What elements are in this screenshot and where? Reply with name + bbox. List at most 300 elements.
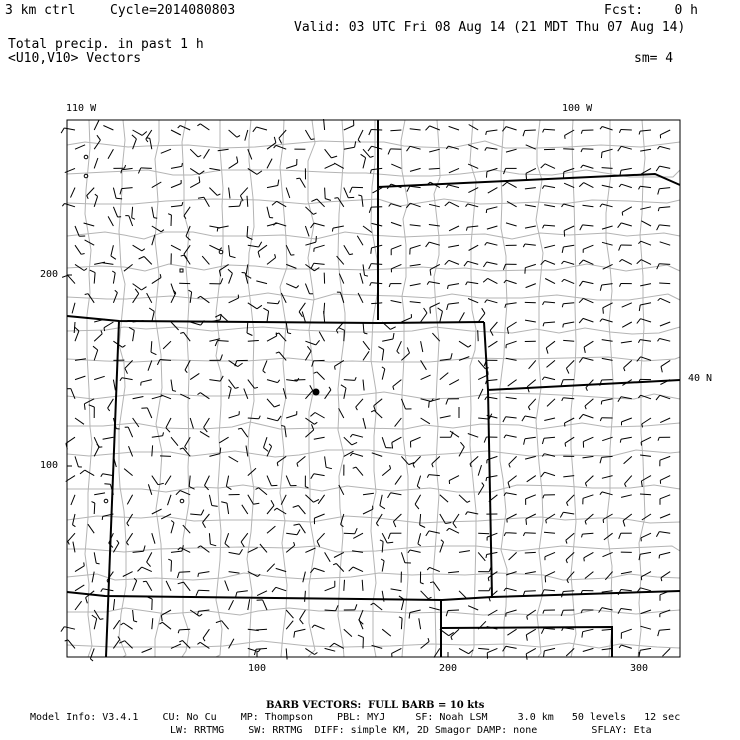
wind-barb (409, 610, 421, 619)
wind-barb (228, 386, 231, 399)
wind-barb (344, 120, 354, 131)
wind-barb (305, 424, 313, 437)
county-line (470, 120, 476, 657)
wind-barb (190, 176, 200, 187)
wind-barb (113, 380, 115, 391)
wind-barb (72, 303, 75, 314)
wind-barb (478, 330, 479, 341)
wind-barb (440, 495, 448, 502)
wind-barb (108, 149, 113, 159)
wind-barb (525, 456, 536, 459)
wind-barb (600, 319, 613, 322)
wind-barb (113, 165, 125, 168)
wind-barb (525, 226, 536, 228)
wind-barb (639, 648, 651, 656)
wind-barb (361, 154, 366, 168)
wind-barb (485, 243, 498, 246)
wind-barb (391, 589, 402, 591)
wind-barb (198, 572, 210, 577)
wind-barb (660, 322, 670, 326)
wind-barb (149, 308, 154, 322)
wind-barb (579, 414, 593, 419)
wind-barb (94, 120, 99, 130)
wind-barb (339, 408, 344, 418)
wind-barb (108, 216, 113, 226)
wind-barb (420, 572, 423, 584)
model-info-line1: Model Info: V3.4.1 CU: No Cu MP: Thompson PBL: MYJ SF: Noah LSM 3.0 km 50 levels 12 sec (30, 712, 681, 723)
wind-barb (242, 273, 248, 284)
wind-barb (198, 546, 210, 553)
wind-barb (391, 222, 401, 226)
wind-barb (94, 376, 105, 379)
wind-barb (657, 225, 671, 230)
lon-label-110w: 110 W (66, 103, 97, 114)
wind-barb (468, 164, 478, 168)
wind-barb (299, 303, 305, 317)
wind-barb (440, 373, 449, 380)
wind-barb (392, 648, 402, 657)
wind-barb (113, 599, 114, 610)
wind-barb (399, 596, 404, 610)
wind-barb (159, 622, 171, 629)
wind-barb (565, 437, 574, 446)
county-line (371, 120, 378, 657)
wind-barb (523, 130, 536, 136)
wind-barb (151, 341, 156, 355)
wind-barb (602, 629, 613, 630)
wind-barb (401, 456, 414, 464)
wind-barb (566, 360, 574, 373)
lon-label-100w: 100 W (562, 103, 593, 114)
wind-barb (658, 629, 671, 636)
wind-barb (90, 270, 95, 284)
wind-barb (529, 360, 536, 368)
wind-barb (619, 259, 631, 264)
wind-barb (75, 585, 84, 591)
wind-barb (127, 514, 133, 526)
wind-barb (286, 284, 299, 288)
wind-barb (74, 327, 79, 341)
wind-barb (410, 168, 421, 171)
wind-barb (256, 629, 267, 630)
wind-barb (171, 245, 181, 250)
wind-barb (163, 341, 171, 349)
wind-barb (488, 341, 497, 347)
wind-barb (426, 531, 440, 536)
wind-barb (200, 431, 209, 437)
wind-barb (585, 514, 593, 525)
wind-barb (325, 605, 339, 611)
wind-barb (372, 223, 383, 226)
wind-barb (267, 254, 276, 264)
wind-barb (485, 148, 498, 151)
wind-barb (565, 130, 575, 139)
station-marker (313, 389, 320, 396)
wind-barb (440, 353, 452, 360)
bottom-tick-label: 100 (248, 663, 267, 674)
wind-barb (339, 328, 344, 341)
wind-barb (621, 495, 632, 498)
wind-barb (198, 296, 210, 303)
wind-barb (488, 188, 498, 194)
wind-barb (363, 226, 372, 233)
wind-barb (656, 166, 670, 171)
wind-barb (286, 264, 296, 268)
wind-barb (583, 205, 594, 207)
wind-barb (111, 245, 116, 259)
wind-barb (305, 418, 317, 424)
wind-barb (421, 638, 430, 648)
wind-barb (562, 261, 575, 264)
wind-barb (166, 581, 171, 591)
wind-barb (267, 333, 277, 342)
wind-barb (459, 591, 467, 599)
wind-barb (349, 567, 363, 572)
wind-barb (641, 221, 651, 226)
wind-barb (65, 168, 75, 172)
wind-barb (564, 183, 574, 187)
wind-barb (660, 130, 670, 138)
wind-barb (132, 207, 135, 220)
wind-barb (257, 600, 267, 610)
wind-barb (602, 358, 613, 360)
wind-barb (312, 625, 325, 629)
wind-barb (67, 389, 75, 399)
wind-barb (459, 312, 464, 322)
wind-barb (485, 300, 498, 303)
wind-barb (526, 629, 536, 641)
county-line (67, 264, 680, 271)
wind-barb (94, 330, 102, 341)
wind-barb (583, 648, 594, 651)
wind-barb (267, 526, 275, 533)
wind-barb (421, 375, 431, 380)
wind-barb (601, 399, 612, 405)
wind-barb (371, 303, 382, 304)
wind-barb (86, 591, 95, 604)
wind-barb (526, 648, 536, 659)
wind-barb (391, 164, 401, 168)
wind-barb (61, 128, 75, 133)
station-marker (104, 499, 108, 503)
wind-barb (305, 226, 309, 236)
wind-barb (229, 245, 236, 258)
wind-barb (75, 418, 84, 424)
wind-barb (152, 274, 161, 283)
wind-barb (286, 159, 297, 168)
wind-barb (567, 495, 575, 506)
wind-barb (133, 418, 139, 427)
wind-barb (94, 158, 98, 168)
wind-barb (503, 264, 516, 270)
wind-barb (148, 360, 152, 370)
wind-barb (388, 493, 402, 498)
wind-barb (449, 126, 459, 130)
wind-barb (478, 533, 489, 534)
wind-barb (459, 648, 473, 653)
wind-barb (171, 322, 179, 330)
wind-barb (344, 437, 357, 445)
wind-barb (286, 322, 291, 334)
wind-barb (638, 340, 651, 343)
wind-barb (267, 399, 280, 407)
wind-barb (362, 580, 363, 591)
wind-barb (408, 550, 421, 553)
wind-barb (171, 437, 178, 446)
wind-barb (545, 552, 555, 560)
county-line (85, 120, 92, 657)
wind-barb (622, 303, 632, 307)
wind-barb (639, 130, 651, 135)
wind-barb (487, 533, 497, 540)
wind-barb (344, 377, 356, 380)
wind-barb (566, 533, 574, 543)
wind-barb (129, 327, 134, 341)
wind-barb (541, 628, 555, 633)
wind-barb (203, 629, 209, 641)
wind-barb (381, 559, 384, 572)
wind-barb (229, 639, 234, 649)
wind-barb (330, 643, 344, 648)
wind-barb (637, 260, 651, 265)
wind-barb (229, 411, 240, 418)
wind-barb (640, 284, 651, 286)
wind-barb (478, 587, 490, 590)
wind-barb (209, 448, 220, 457)
wind-barb (484, 437, 497, 443)
wind-barb (87, 188, 95, 199)
wind-barb (526, 284, 536, 288)
wind-barb (542, 437, 555, 444)
wind-barb (620, 284, 632, 287)
wind-barb (344, 629, 352, 636)
wind-barb (229, 200, 242, 206)
wind-barb (248, 341, 259, 342)
wind-barb (382, 465, 390, 475)
wind-barb (503, 417, 517, 422)
wind-barb (363, 418, 366, 429)
wind-barb (468, 299, 478, 303)
wind-barb (209, 495, 217, 507)
wind-barb (168, 214, 171, 226)
wind-barb (393, 380, 402, 390)
wind-barb (103, 126, 113, 131)
wind-barb (171, 644, 181, 649)
wind-barb (582, 533, 594, 537)
wind-barb (62, 204, 75, 207)
wind-barb (196, 590, 209, 596)
wind-barb (459, 551, 470, 553)
wind-barb (624, 360, 632, 371)
wind-barb (602, 226, 613, 229)
wind-barb (152, 226, 164, 232)
wind-barb (622, 207, 632, 216)
wind-barb (658, 207, 670, 211)
wind-barb (138, 567, 152, 572)
wind-barb (566, 648, 574, 656)
wind-barb (277, 456, 286, 466)
wind-barb (253, 127, 267, 132)
wind-barb (209, 533, 216, 546)
wind-barb (245, 130, 248, 141)
wind-barb (267, 223, 278, 226)
wind-barb (294, 524, 306, 533)
wind-barb (641, 437, 651, 445)
wind-barb (417, 476, 420, 489)
county-line (401, 120, 408, 657)
field-title: Total precip. in past 1 h (8, 37, 204, 52)
wind-barb (80, 470, 94, 476)
wind-barb (541, 260, 555, 264)
co-nm-border (67, 591, 680, 600)
wind-barb (350, 453, 363, 456)
wind-barb (429, 204, 440, 207)
wind-barb (121, 623, 133, 629)
wind-barb (382, 367, 385, 380)
wind-barb (508, 380, 517, 387)
wind-barb (325, 188, 331, 201)
wind-barb (305, 340, 319, 345)
wind-barb (363, 380, 364, 391)
wind-barb (305, 346, 311, 360)
wind-barb (543, 610, 555, 614)
wind-barb (410, 302, 421, 303)
wind-barb (180, 332, 190, 341)
wind-barb (543, 322, 555, 326)
wind-barb (382, 533, 393, 543)
wind-barb (447, 528, 459, 533)
wind-barb (506, 397, 517, 399)
wind-barb (581, 149, 593, 152)
wind-barb (434, 648, 440, 657)
wind-barb (622, 322, 632, 327)
wind-barb (410, 264, 421, 266)
wind-barb (185, 360, 190, 372)
wind-barb (639, 303, 651, 311)
wind-barb (263, 308, 268, 322)
wind-barb (344, 528, 357, 534)
wind-barb (334, 198, 343, 207)
station-marker (180, 269, 183, 272)
wind-barb (448, 572, 459, 573)
wind-barb (639, 186, 652, 189)
wind-barb (619, 245, 632, 251)
wind-barb (246, 446, 248, 457)
wind-barb (478, 389, 483, 399)
wind-barb (267, 301, 280, 304)
wind-barb (421, 418, 430, 424)
wind-barb (449, 168, 459, 172)
wind-barb (68, 533, 75, 544)
wind-barb (267, 564, 275, 572)
wind-barb (247, 322, 252, 336)
wind-barb (389, 284, 401, 287)
wind-barb (395, 476, 401, 485)
wind-barb (382, 629, 391, 636)
wind-barb (525, 552, 536, 553)
wind-barb (420, 514, 425, 528)
wind-barb (525, 320, 536, 322)
wind-barb (620, 437, 632, 442)
wind-barb (419, 618, 421, 629)
wind-barb (344, 188, 354, 198)
wind-barb (504, 435, 517, 438)
wind-barb (350, 187, 363, 193)
wind-barb (325, 456, 332, 468)
wind-barb (397, 341, 402, 354)
wind-barb (580, 225, 594, 230)
wind-barb (388, 149, 401, 155)
wind-barb (296, 178, 305, 188)
wind-barb (661, 572, 670, 582)
wind-barb (446, 399, 459, 405)
wind-barb (113, 620, 119, 629)
wind-barb (642, 514, 651, 520)
wind-barb (286, 610, 293, 618)
wind-barb (94, 493, 105, 495)
wind-barb (133, 397, 144, 399)
barb-legend: BARB VECTORS: FULL BARB = 10 kts (266, 700, 485, 711)
wind-barb (446, 185, 459, 188)
wind-barb (526, 495, 536, 505)
wind-barb (333, 564, 344, 572)
wind-barb (478, 483, 484, 495)
wind-barb (218, 149, 229, 151)
wind-barb (542, 377, 555, 380)
wind-barb (92, 615, 97, 629)
wind-barb (202, 256, 209, 264)
wind-barb (341, 385, 346, 399)
wind-barb (242, 505, 248, 514)
wind-barb (658, 437, 670, 441)
wind-barb (503, 646, 517, 651)
wind-barb (621, 629, 632, 639)
wind-barb (426, 242, 440, 247)
wind-barb (406, 203, 420, 208)
wind-barb (93, 346, 98, 360)
wind-barb (65, 640, 75, 649)
wind-barb (358, 130, 363, 142)
wind-barb (429, 168, 440, 169)
wind-barb (171, 202, 183, 207)
wind-barb (139, 257, 152, 265)
wind-barb (507, 629, 516, 635)
wind-barb (260, 544, 267, 552)
wind-barb (334, 163, 344, 168)
wind-barb (264, 437, 269, 451)
wind-barb (561, 380, 574, 386)
wind-barb (485, 397, 498, 400)
wind-barb (421, 308, 427, 322)
wind-barb (240, 188, 247, 202)
wind-barb (371, 245, 382, 254)
wind-barb (133, 245, 145, 251)
wind-barb (624, 456, 632, 463)
wind-barb (411, 437, 421, 447)
wind-barb (660, 418, 670, 423)
wind-barb (229, 456, 239, 462)
wind-barb (509, 456, 517, 467)
wind-barb (468, 606, 478, 610)
wind-barb (334, 552, 344, 557)
wind-barb (356, 399, 363, 410)
wind-barb (75, 376, 85, 380)
wind-barb (640, 149, 651, 151)
wind-barb (421, 591, 432, 599)
wind-barb (410, 245, 421, 254)
wind-barb (311, 474, 325, 479)
wind-barb (152, 445, 153, 456)
